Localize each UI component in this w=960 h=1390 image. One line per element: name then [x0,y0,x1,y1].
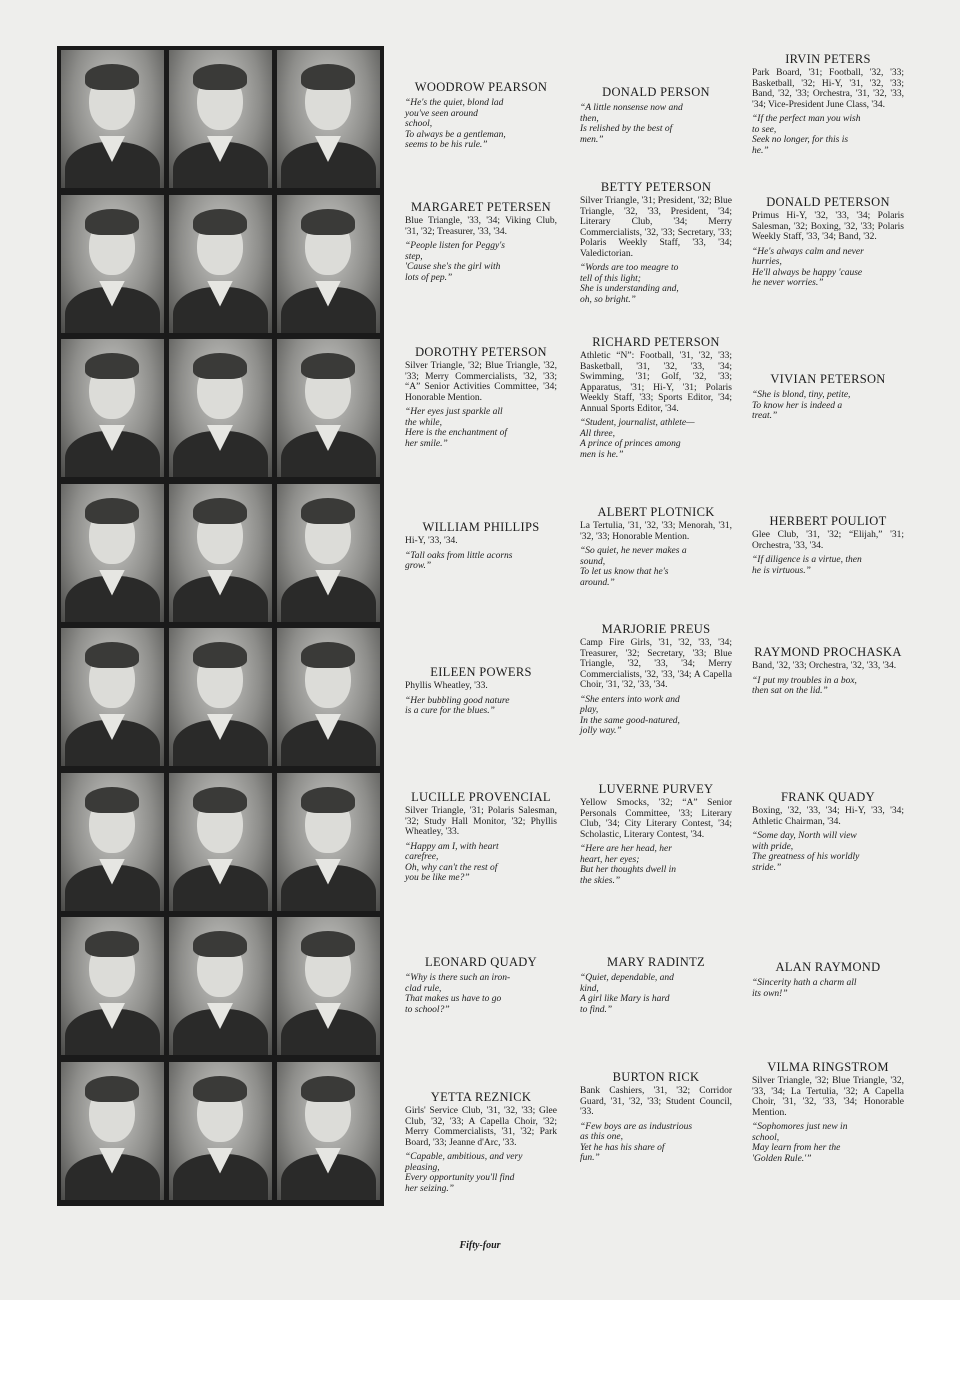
student-name: BETTY PETERSON [600,180,712,194]
student-name: DONALD PERSON [602,85,710,99]
student-name: MARGARET PETERSEN [411,200,551,214]
student-quote: “If the perfect man you wish to see, Seek no longer, for this is he.” [752,114,861,156]
senior-entry [752,514,904,576]
student-name: RICHARD PETERSON [592,335,720,349]
portrait-photo [169,50,272,188]
student-activities: Silver Triangle, '31; Polaris Salesman, '32; Study Hall Monitor, '32; Phyllis Wheatley, '33. [405,806,557,837]
student-name: WOODROW PEARSON [414,80,548,94]
student-activities: Athletic “N”: Football, '31, '32, '33; Basketball, '31, '32, '33, '34; Swimming, '31; Golf, '32, '33; Apparatus, '31; Hi-Y, '31; Polaris Weekly Staff, '33; Sports Editor, '34; Annual Sports Editor, '34. [580,351,732,414]
bottom-margin [0,1300,960,1390]
portrait-photo [61,1062,164,1200]
student-name: RAYMOND PROCHASKA [754,645,902,659]
senior-entry [580,622,732,737]
student-activities: Girls' Service Club, '31, '32, '33; Glee Club, '32, '33; A Capella Choir, '32; Merry Commercialists, '31, '32; Park Board, '33; Jeanne d'Arc, '33. [405,1106,557,1148]
student-name: VILMA RINGSTROM [767,1060,889,1074]
student-quote: “She enters into work and play, In the same good-natured, jolly way.” [580,694,680,736]
student-quote: “Tall oaks from little acorns grow.” [405,550,513,571]
senior-entry [405,955,557,1015]
senior-entry [405,790,557,884]
portrait-photo [277,195,380,333]
student-activities: La Tertulia, '31, '32, '33; Menorah, '31, '32, '33; Honorable Mention. [580,521,732,542]
senior-entry [580,1070,732,1164]
portrait-photo [277,773,380,911]
student-quote: “Her bubbling good nature is a cure for the blues.” [405,695,510,716]
student-quote: “Student, journalist, athlete— All three, A prince of princes among men is he.” [580,418,695,460]
senior-entry [752,52,904,156]
student-quote: “A little nonsense now and then, Is relished by the best of men.” [580,103,683,145]
student-quote: “He's always calm and never hurries, He'll always be happy 'cause he never worries.” [752,246,864,288]
student-activities: Silver Triangle, '31; President, '32; Blue Triangle, '32, '33, President, '34; Literary Club, '34; Merry Commercialists, '32, '33; Secretary, '33; Polaris Weekly Staff, '33, '34; Valedictorian. [580,196,732,259]
student-name: VIVIAN PETERSON [770,372,886,386]
senior-entry [405,520,557,572]
portrait-photo [277,484,380,622]
portrait-photo [277,1062,380,1200]
student-activities: Band, '32, '33; Orchestra, '32, '33, '34. [752,661,897,671]
student-name: MARY RADINTZ [607,955,705,969]
portrait-photo [61,339,164,477]
student-name: EILEEN POWERS [430,665,532,679]
portrait-photo [61,917,164,1055]
student-quote: “So quiet, he never makes a sound, To let us know that he's around.” [580,546,687,588]
senior-entry [580,955,732,1015]
portrait-photo [169,917,272,1055]
student-name: IRVIN PETERS [785,52,871,66]
portrait-photo [277,339,380,477]
portrait-photo [169,484,272,622]
student-activities: Primus Hi-Y, '32, '33, '34; Polaris Salesman, '32; Boxing, '32, '33; Polaris Weekly Staff, '33, '34; Band, '32. [752,211,904,242]
senior-entry [580,85,732,145]
student-quote: “People listen for Peggy's step, 'Cause she's the girl with lots of pep.” [405,241,505,283]
student-activities: Boxing, '32, '33, '34; Hi-Y, '33, '34; Athletic Chairman, '34. [752,806,904,827]
student-name: FRANK QUADY [781,790,875,804]
student-name: BURTON RICK [612,1070,700,1084]
student-name: LEONARD QUADY [425,955,537,969]
student-quote: “If diligence is a virtue, then he is virtuous.” [752,555,862,576]
student-activities: Silver Triangle, '32; Blue Triangle, '32, '33, '34; La Tertulia, '32; A Capella Choir, '31, '32, '33, '34; Honorable Mention. [752,1076,904,1118]
student-quote: “Sophomores just new in school, May learn from her the 'Golden Rule.'” [752,1122,848,1164]
student-activities: Silver Triangle, '32; Blue Triangle, '32, '33; Merry Commercialists, '32, '33; “A” Senior Activities Committee, '34; Honorable Mention. [405,361,557,403]
portrait-photo [277,628,380,766]
student-name: LUCILLE PROVENCIAL [411,790,551,804]
portrait-photo [61,484,164,622]
student-name: DOROTHY PETERSON [415,345,547,359]
portrait-photo [169,628,272,766]
student-activities: Park Board, '31; Football, '32, '33; Basketball, '32; Hi-Y, '31, '32, '33; Band, '32, '33; Orchestra, '31, '32, '33, '34; Vice-President June Class, '34. [752,68,904,110]
senior-entry [752,1060,904,1164]
portrait-photo [169,339,272,477]
student-name: DONALD PETERSON [766,195,890,209]
student-name: LUVERNE PURVEY [598,782,714,796]
senior-entry [580,335,732,460]
student-quote: “Happy am I, with heart carefree, Oh, why can't the rest of you be like me?” [405,841,499,883]
portrait-photo [169,195,272,333]
senior-entry [405,1090,557,1194]
senior-entry [580,782,732,886]
senior-entry [580,180,732,305]
page-number: Fifty-four [459,1240,501,1251]
student-name: YETTA REZNICK [430,1090,532,1104]
student-activities: Camp Fire Girls, '31, '32, '33, '34; Treasurer, '32; Secretary, '33; Blue Triangle, '32, '33, '34; Merry Commercialists, '32, '33, '34; A Capella Choir, '31, '32, '33, '34. [580,638,732,690]
student-quote: “Here are her head, her heart, her eyes; But her thoughts dwell in the skies.” [580,844,677,886]
student-quote: “Her eyes just sparkle all the while, Here is the enchantment of her smile.” [405,407,508,449]
portrait-grid [57,46,384,1206]
senior-entry [405,665,557,717]
student-quote: “Capable, ambitious, and very pleasing, Every opportunity you'll find her seizing.” [405,1152,523,1194]
student-quote: “Words are too meagre to tell of this light; She is understanding and, oh, so bright.” [580,263,679,305]
portrait-photo [277,50,380,188]
senior-entry [752,645,904,697]
portrait-photo [61,773,164,911]
portrait-photo [277,917,380,1055]
portrait-photo [61,195,164,333]
student-name: WILLIAM PHILLIPS [422,520,540,534]
senior-entry [405,345,557,449]
senior-entry [580,505,732,588]
student-activities: Glee Club, '31, '32; “Elijah,” '31; Orchestra, '33, '34. [752,530,904,551]
portrait-photo [61,628,164,766]
senior-entry [752,960,904,999]
student-quote: “Why is there such an iron- clad rule, That makes us have to go to school?” [405,973,511,1015]
senior-entry [752,372,904,422]
student-activities: Blue Triangle, '33, '34; Viking Club, '31, '32; Treasurer, '33, '34. [405,216,557,237]
student-name: ALBERT PLOTNICK [597,505,715,519]
student-activities: Bank Cashiers, '31, '32; Corridor Guard, '31, '32, '33; Student Council, '33. [580,1086,732,1117]
senior-entry [405,80,557,151]
student-quote: “Sincerity hath a charm all its own!” [752,978,857,999]
senior-entry [752,790,904,873]
student-name: ALAN RAYMOND [775,960,881,974]
senior-entry [752,195,904,289]
student-activities: Phyllis Wheatley, '33. [405,681,488,691]
portrait-photo [169,773,272,911]
portrait-photo [169,1062,272,1200]
student-quote: “She is blond, tiny, petite, To know her is indeed a treat.” [752,390,851,421]
portrait-photo [61,50,164,188]
student-activities: Yellow Smocks, '32; “A” Senior Personals Committee, '33; Literary Club, '34; City Literary Contest, '34; Scholastic, Literary Contest, '34. [580,798,732,840]
senior-entry [405,200,557,283]
student-activities: Hi-Y, '33, '34. [405,536,458,546]
student-quote: “He's the quiet, blond lad you've seen around school, To always be a gentleman, seems to be his rule.” [405,98,506,150]
student-name: MARJORIE PREUS [601,622,711,636]
student-quote: “Few boys are as industrious as this one, Yet he has his share of fun.” [580,1121,693,1163]
student-quote: “I put my troubles in a box, then sat on the lid.” [752,675,857,696]
student-quote: “Some day, North will view with pride, The greatness of his worldly stride.” [752,831,860,873]
student-name: HERBERT POULIOT [769,514,887,528]
student-quote: “Quiet, dependable, and kind, A girl like Mary is hard to find.” [580,973,674,1015]
